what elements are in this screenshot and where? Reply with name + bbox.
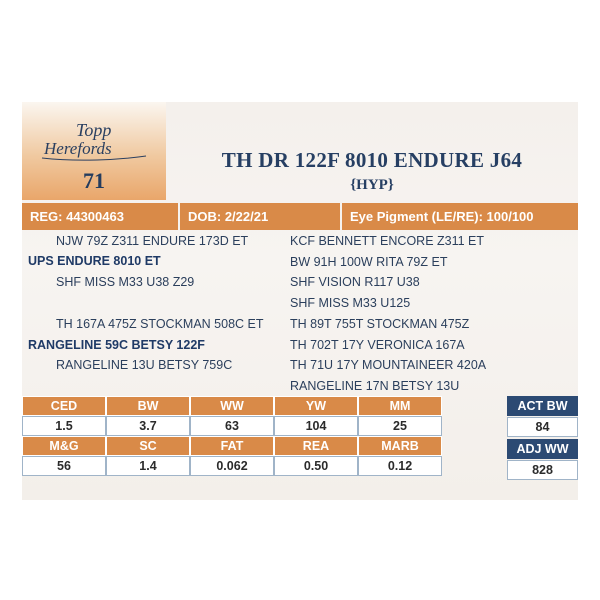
adj-ww-value: 828 xyxy=(507,460,578,480)
animal-tag: {HYP} xyxy=(350,177,394,193)
svg-text:Topp: Topp xyxy=(76,120,112,140)
animal-name: TH DR 122F 8010 ENDURE J64 xyxy=(221,148,523,172)
pedigree-ancestor: TH 89T 755T STOCKMAN 475Z xyxy=(290,317,470,331)
epd-value-yw: 104 xyxy=(274,416,358,436)
adj-ww-label: ADJ WW xyxy=(507,439,578,459)
lot-number: 71 xyxy=(83,168,105,193)
svg-text:Herefords: Herefords xyxy=(44,139,112,158)
pedigree-ancestor: SHF VISION R117 U38 xyxy=(290,275,420,289)
pedigree-sire: UPS ENDURE 8010 ET xyxy=(28,254,161,268)
pedigree-ancestor: TH 71U 17Y MOUNTAINEER 420A xyxy=(290,358,487,372)
epd-value-rea: 0.50 xyxy=(274,456,358,476)
registration-bar xyxy=(22,203,578,230)
epd-value-ced: 1.5 xyxy=(22,416,106,436)
epd-header-mg: M&G xyxy=(22,436,106,456)
registration-number: REG: 44300463 xyxy=(22,203,178,230)
pedigree-dam: RANGELINE 59C BETSY 122F xyxy=(28,338,205,352)
epd-table xyxy=(22,396,442,476)
epd-value-mg: 56 xyxy=(22,456,106,476)
eye-pigment: Eye Pigment (LE/RE): 100/100 xyxy=(342,203,578,230)
epd-value-sc: 1.4 xyxy=(106,456,190,476)
epd-header-row xyxy=(22,396,442,416)
pedigree-ancestor: BW 91H 100W RITA 79Z ET xyxy=(290,255,448,269)
epd-header-rea: REA xyxy=(274,436,358,456)
epd-value-marb: 0.12 xyxy=(358,456,442,476)
epd-value-bw: 3.7 xyxy=(106,416,190,436)
epd-section xyxy=(22,396,578,492)
epd-value-row xyxy=(22,416,442,436)
pedigree-ancestor: SHF MISS M33 U125 xyxy=(290,296,411,310)
epd-header-ced: CED xyxy=(22,396,106,416)
epd-header-mm: MM xyxy=(358,396,442,416)
epd-header-row xyxy=(22,436,442,456)
epd-header-yw: YW xyxy=(274,396,358,416)
epd-value-row xyxy=(22,456,442,476)
act-bw-value: 84 xyxy=(507,417,578,437)
act-bw-label: ACT BW xyxy=(507,396,578,416)
epd-header-bw: BW xyxy=(106,396,190,416)
pedigree-sire-sire: NJW 79Z Z311 ENDURE 173D ET xyxy=(56,234,249,248)
epd-value-ww: 63 xyxy=(190,416,274,436)
pedigree-dam-sire: TH 167A 475Z STOCKMAN 508C ET xyxy=(56,317,264,331)
pedigree-sire-dam: SHF MISS M33 U38 Z29 xyxy=(56,275,195,289)
pedigree-ancestor: KCF BENNETT ENCORE Z311 ET xyxy=(290,234,485,248)
pedigree-ancestor: RANGELINE 17N BETSY 13U xyxy=(290,379,460,393)
actual-weights xyxy=(507,396,578,482)
pedigree xyxy=(28,234,578,394)
pedigree-dam-dam: RANGELINE 13U BETSY 759C xyxy=(56,358,233,372)
epd-header-fat: FAT xyxy=(190,436,274,456)
epd-value-fat: 0.062 xyxy=(190,456,274,476)
epd-header-marb: MARB xyxy=(358,436,442,456)
epd-header-sc: SC xyxy=(106,436,190,456)
pedigree-ancestor: TH 702T 17Y VERONICA 167A xyxy=(290,338,465,352)
epd-value-mm: 25 xyxy=(358,416,442,436)
topp-herefords-logo xyxy=(38,114,150,164)
epd-header-ww: WW xyxy=(190,396,274,416)
date-of-birth: DOB: 2/22/21 xyxy=(180,203,340,230)
